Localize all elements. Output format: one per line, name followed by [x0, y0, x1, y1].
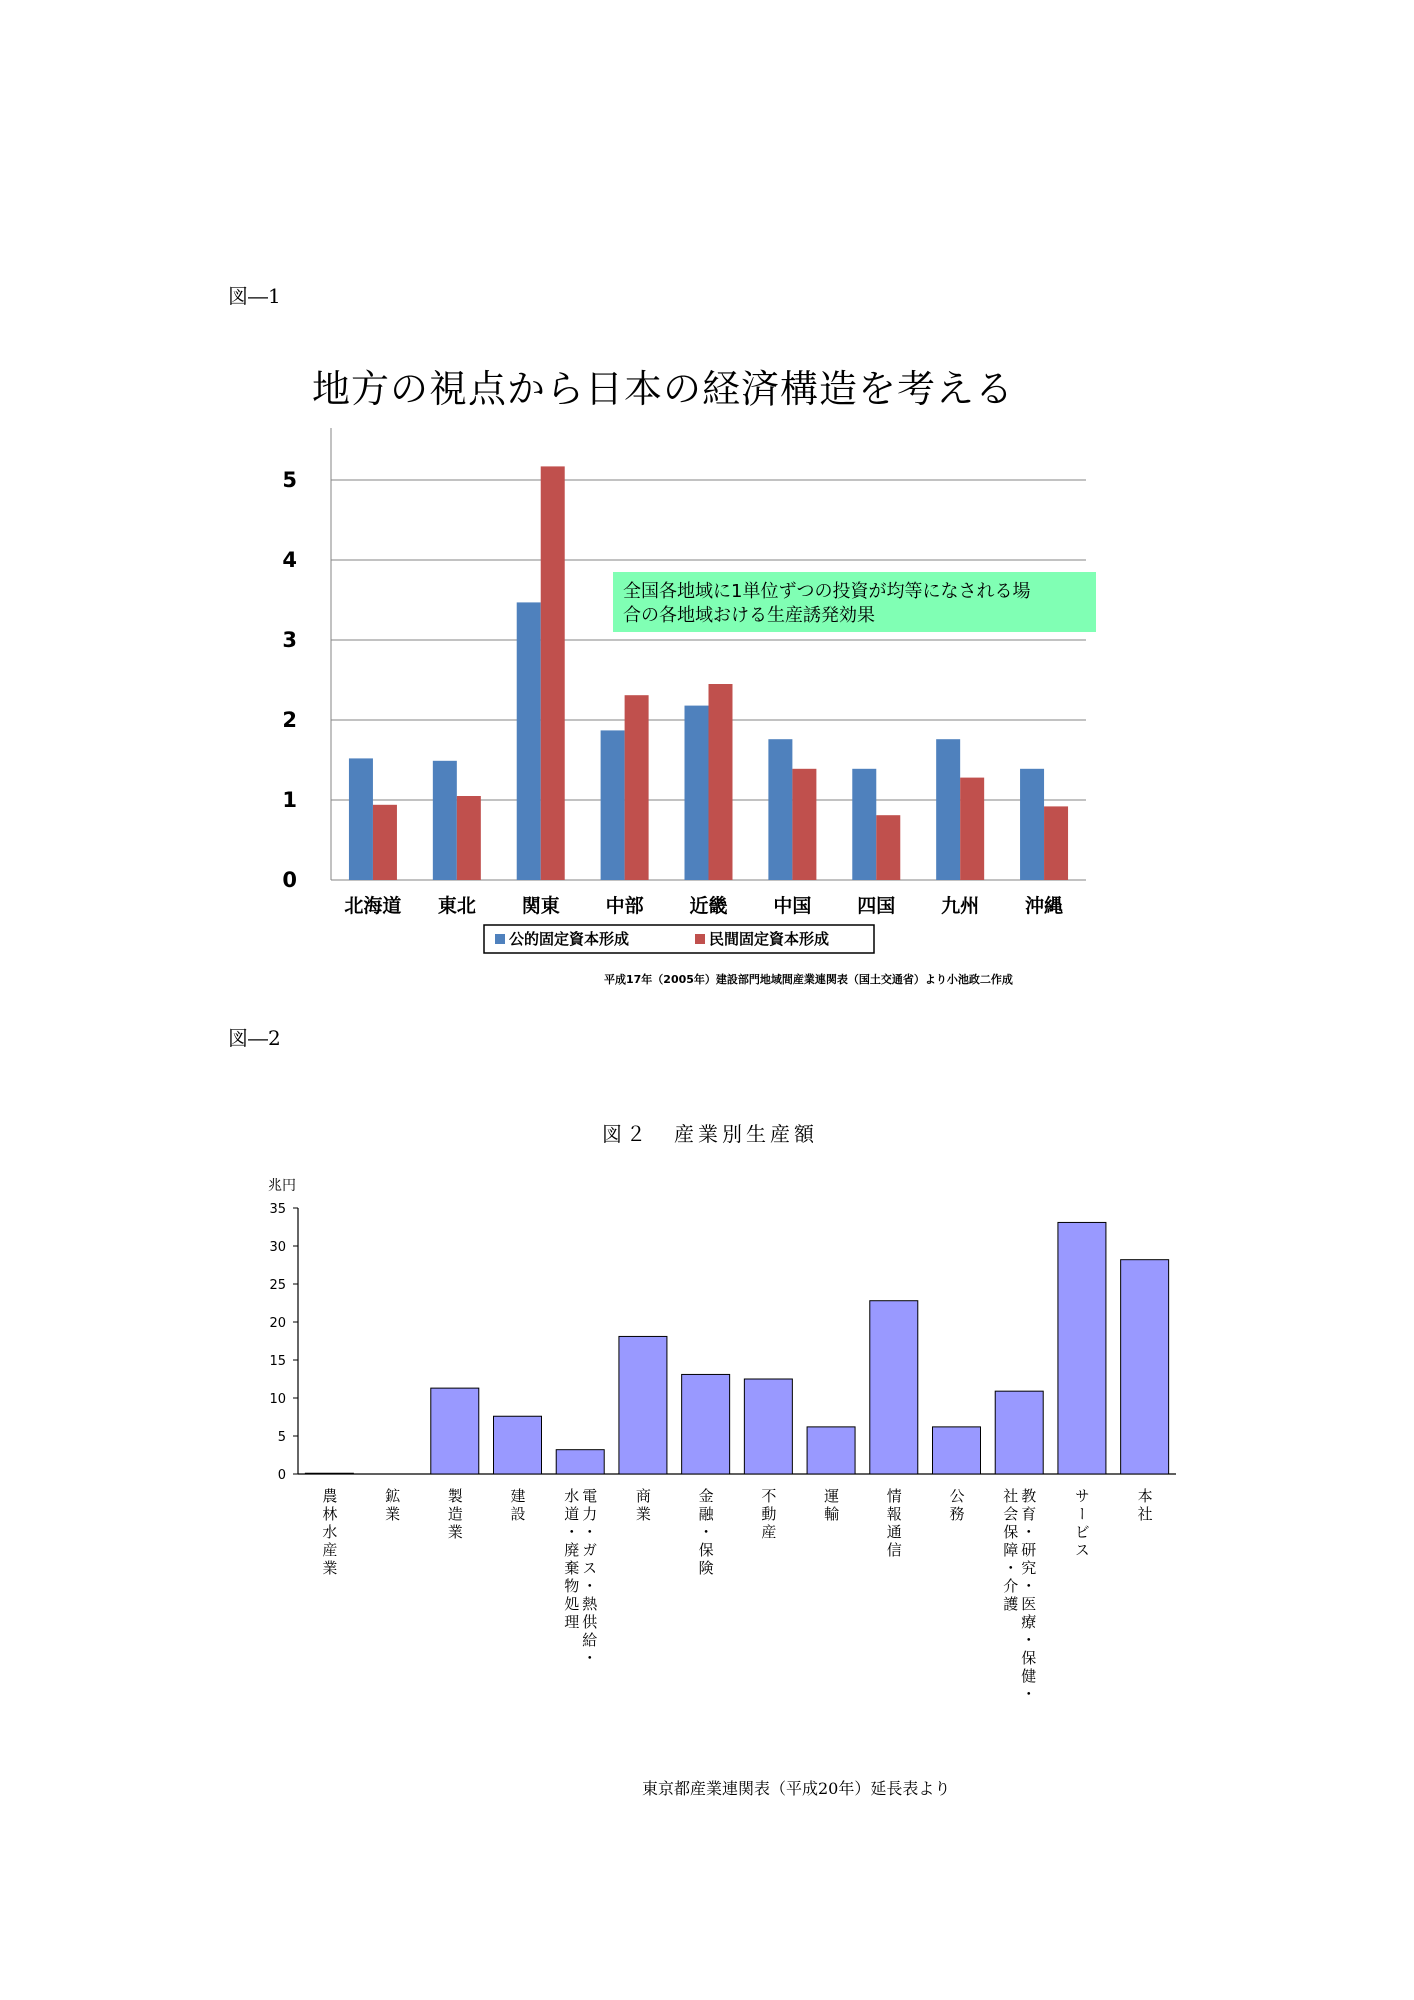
x-tick-label: 製造業 [445, 1488, 464, 1542]
chart2-title: 図２ 産業別生産額 [602, 1122, 818, 1146]
x-tick-label: 農林水産業 [320, 1488, 339, 1578]
x-tick-label: 水道・廃棄物処理 [562, 1488, 581, 1632]
figure2-source: 東京都産業連関表（平成20年）延長表より [642, 1779, 951, 1798]
y-tick-label: 30 [269, 1240, 286, 1255]
bar-public [1020, 769, 1044, 880]
x-tick-label: 鉱業 [383, 1488, 402, 1524]
x-tick-label: 中部 [605, 895, 644, 917]
y-tick-label: 0 [282, 868, 297, 892]
x-tick-label: 東北 [437, 895, 476, 917]
x-tick-label: 建設 [508, 1488, 527, 1524]
y-tick-label: 1 [282, 788, 297, 812]
bar [682, 1374, 730, 1474]
x-tick-label: 北海道 [344, 895, 402, 917]
x-tick-label: 本社 [1135, 1488, 1154, 1524]
x-tick-label: 九州 [941, 895, 980, 917]
bar [556, 1450, 604, 1474]
bar-private [625, 695, 649, 880]
bar-public [685, 706, 709, 880]
bar-private [457, 796, 481, 880]
bar-public [601, 730, 625, 880]
y-tick-label: 4 [282, 548, 297, 572]
bar-private [876, 815, 900, 880]
x-tick-label: 社会保障・介護 [1001, 1488, 1020, 1614]
bar-public [768, 739, 792, 880]
bar-public [852, 769, 876, 880]
figure2-label: 図―2 [228, 1026, 281, 1050]
x-tick-label: 情報通信 [884, 1488, 903, 1560]
x-tick-label: 関東 [521, 895, 560, 917]
bar-public [936, 739, 960, 880]
x-tick-label: 沖縄 [1025, 895, 1064, 917]
figure1-label: 図―1 [228, 284, 281, 308]
y-tick-label: 3 [282, 628, 297, 652]
x-tick-label: 中国 [773, 895, 812, 917]
bar [807, 1427, 855, 1474]
chart1-title: 地方の視点から日本の経済構造を考える [312, 367, 1015, 411]
x-tick-label: 金融・保険 [696, 1488, 715, 1578]
y-tick-label: 25 [269, 1278, 286, 1293]
legend-label: 公的固定資本形成 [509, 930, 630, 948]
y-tick-label: 5 [277, 1430, 286, 1445]
y-axis-unit: 兆円 [268, 1178, 296, 1194]
x-tick-label: 電力・ガス・熱供給・ [580, 1488, 599, 1668]
y-tick-label: 15 [269, 1354, 286, 1369]
bar-private [541, 466, 565, 880]
y-tick-label: 20 [269, 1316, 286, 1331]
x-tick-label: 運輸 [822, 1488, 841, 1524]
y-tick-label: 2 [282, 708, 297, 732]
x-tick-label: 四国 [857, 895, 896, 917]
bar-public [349, 758, 373, 880]
figure1-source: 平成17年（2005年）建設部門地域間産業連関表（国土交通省）より小池政二作成 [604, 973, 1013, 986]
legend-swatch [495, 934, 505, 944]
bar [494, 1416, 542, 1474]
bar-private [709, 684, 733, 880]
annotation-text: 合の各地域おける生産誘発効果 [623, 605, 875, 626]
bar-public [517, 602, 541, 880]
bar [1058, 1222, 1106, 1474]
bar-private [373, 805, 397, 880]
bar [305, 1473, 353, 1474]
x-tick-label: 不動産 [759, 1488, 778, 1542]
bar [744, 1379, 792, 1474]
x-tick-label: サービス [1072, 1488, 1091, 1560]
y-tick-label: 5 [282, 468, 297, 492]
bar [1121, 1260, 1169, 1474]
y-tick-label: 10 [269, 1392, 286, 1407]
legend-swatch [695, 934, 705, 944]
bar [431, 1388, 479, 1474]
bar-private [1044, 806, 1068, 880]
bar [933, 1427, 981, 1474]
bar [870, 1301, 918, 1474]
bar-private [960, 778, 984, 880]
x-tick-label: 商業 [633, 1488, 652, 1524]
x-tick-label: 公務 [947, 1488, 966, 1524]
y-tick-label: 0 [277, 1468, 286, 1483]
bar-public [433, 761, 457, 880]
bar [619, 1336, 667, 1474]
legend-label: 民間固定資本形成 [709, 930, 830, 948]
y-tick-label: 35 [269, 1202, 286, 1217]
bar-private [792, 769, 816, 880]
x-tick-label: 近畿 [689, 895, 728, 917]
x-tick-label: 教育・研究・医療・保健・ [1019, 1488, 1038, 1704]
bar [995, 1391, 1043, 1474]
annotation-text: 全国各地域に1単位ずつの投資が均等になされる場 [623, 581, 1031, 602]
